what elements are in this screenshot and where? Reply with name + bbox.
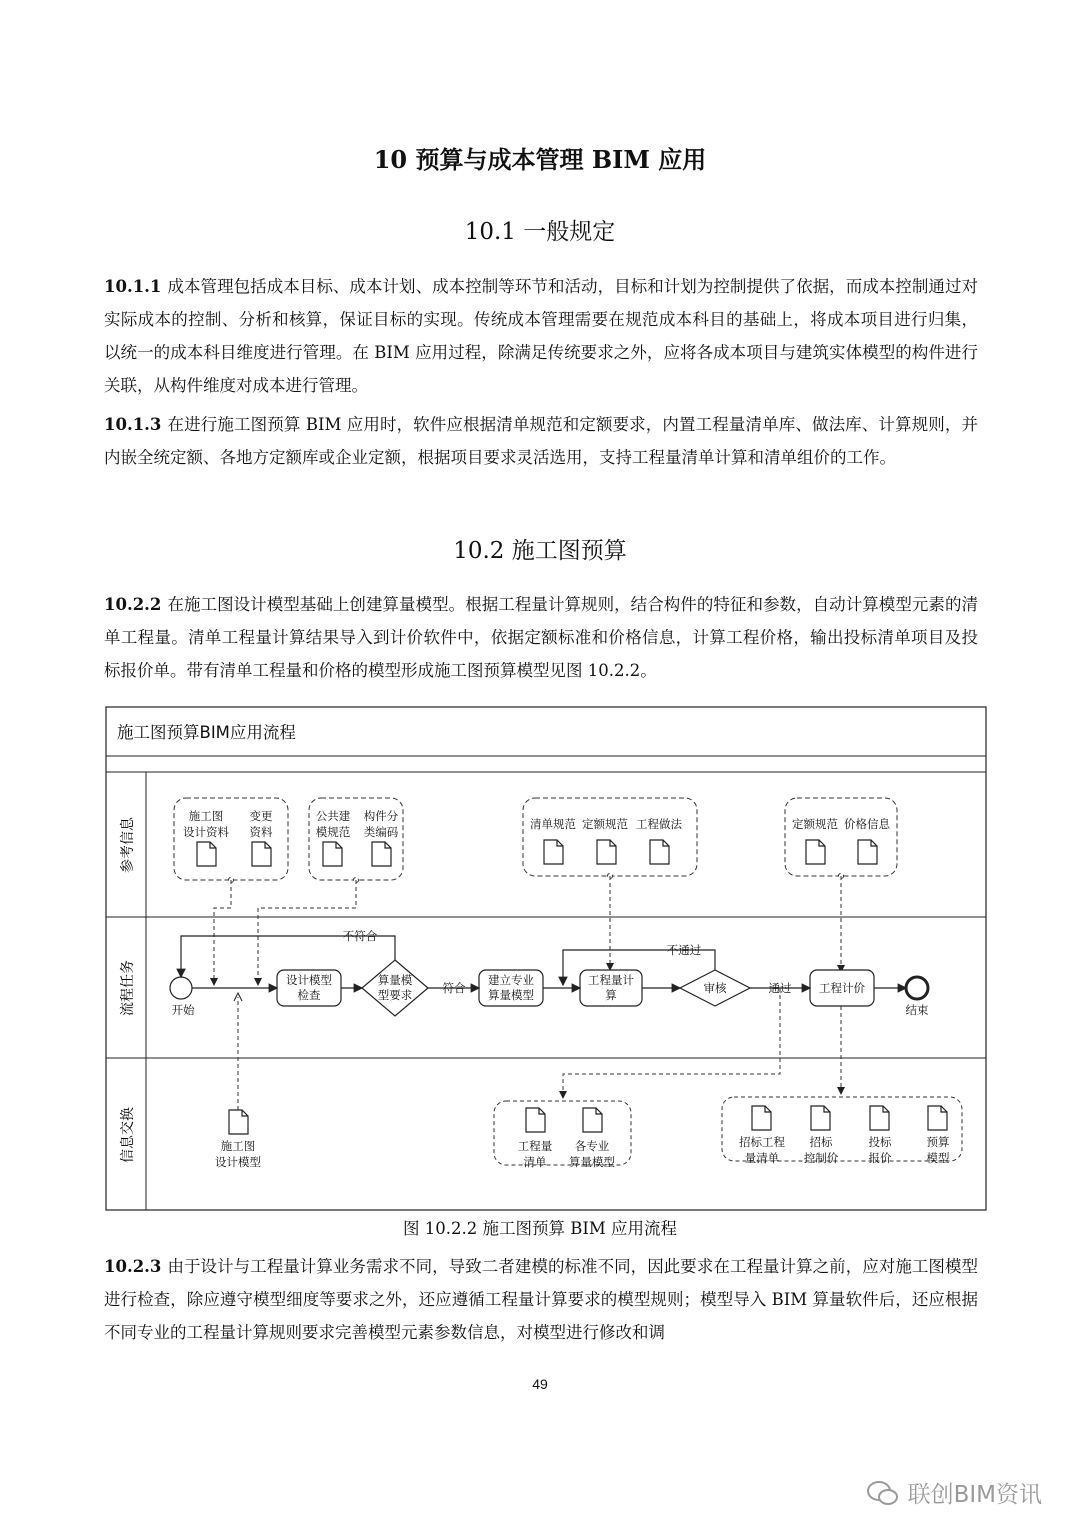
exchange-label: 施工图 bbox=[220, 1139, 256, 1153]
start-label: 开始 bbox=[171, 1003, 195, 1017]
exchange-label: 投标 bbox=[868, 1135, 892, 1149]
end-label: 结束 bbox=[905, 1003, 929, 1017]
ref-label: 变更 bbox=[249, 809, 273, 823]
gateway-label: 算量模 bbox=[377, 973, 413, 987]
clause-text: 在施工图设计模型基础上创建算量模型。根据工程量计算规则，结合构件的特征和参数，自动计算模型元素的清单工程量。清单工程量计算结果导入到计价软件中，依据定额标准和价格信息，计算工程价格，输出投标清单项目及投标报价单。带有清单工程量和价格的模型形成施工图预算模型见图 10.2.2。 bbox=[104, 595, 978, 680]
wechat-icon bbox=[866, 1479, 900, 1507]
diagram-title: 施工图预算BIM应用流程 bbox=[117, 723, 296, 742]
exchange-label: 各专业 bbox=[574, 1139, 610, 1153]
section-title-10-1: 10.1 一般规定 bbox=[464, 219, 616, 245]
ref-group-pricing bbox=[785, 798, 897, 876]
task-label: 工程计价 bbox=[819, 981, 865, 995]
ref-label: 类编码 bbox=[363, 825, 399, 839]
exchange-label: 模型 bbox=[926, 1151, 950, 1165]
figure-caption: 图 10.2.2 施工图预算 BIM 应用流程 bbox=[403, 1219, 677, 1238]
task-label: 工程量计 bbox=[588, 973, 634, 987]
flow-label-pass: 通过 bbox=[768, 981, 792, 995]
start-event bbox=[170, 977, 192, 999]
flow-label-conform: 符合 bbox=[442, 981, 466, 995]
clause-text: 由于设计与工程量计算业务需求不同，导致二者建模的标准不同，因此要求在工程量计算之前，应对施工图模型进行检查，除应遵守模型细度等要求之外，还应遵循工程量计算要求的模型规则；模型导入 BIM 算量软件后，还应根据不同专业的工程量计算规则要求完善模型元素参数信息，对模型进行修改和调 bbox=[104, 1257, 978, 1342]
task-label: 检查 bbox=[297, 988, 321, 1002]
exchange-label: 招标 bbox=[809, 1135, 833, 1149]
clause-number: 10.2.3 bbox=[104, 1257, 162, 1276]
flow-label-not-conform: 不符合 bbox=[342, 929, 378, 943]
ref-label: 资料 bbox=[249, 825, 273, 839]
flow-label-not-pass: 不通过 bbox=[666, 943, 702, 957]
lane-process-tasks: 流程任务 bbox=[120, 960, 136, 1016]
exchange-label: 量清单 bbox=[744, 1151, 780, 1165]
exchange-label: 清单 bbox=[523, 1155, 547, 1169]
task-label: 设计模型 bbox=[286, 973, 332, 987]
ref-label: 清单规范 bbox=[530, 817, 576, 831]
task-label: 算量模型 bbox=[488, 988, 534, 1002]
ref-label: 定额规范 bbox=[582, 817, 628, 831]
paragraph-10-2-3 bbox=[104, 1250, 978, 1349]
ref-label: 构件分 bbox=[363, 809, 399, 823]
page-number: 49 bbox=[532, 1376, 548, 1392]
ref-label: 工程做法 bbox=[636, 817, 682, 831]
exchange-label: 设计模型 bbox=[215, 1155, 261, 1169]
clause-number: 10.1.1 bbox=[104, 277, 162, 296]
clause-number: 10.2.2 bbox=[104, 595, 162, 614]
ref-label: 设计资料 bbox=[183, 825, 229, 839]
clause-text: 成本管理包括成本目标、成本计划、成本控制等环节和活动，目标和计划为控制提供了依据，而成本控制通过对实际成本的控制、分析和核算，保证目标的实现。传统成本管理需要在规范成本科目的基础上，将成本项目进行归集，以统一的成本科目维度进行管理。在 BIM 应用过程，除满足传统要求之外，应将各成本项目与建筑实体模型的构件进行关联，从构件维度对成本进行管理。 bbox=[104, 277, 978, 395]
clause-number: 10.1.3 bbox=[104, 415, 162, 434]
gateway-label: 审核 bbox=[703, 981, 727, 995]
task-label: 建立专业 bbox=[488, 973, 534, 987]
ref-label: 施工图 bbox=[188, 809, 224, 823]
exchange-label: 控制价 bbox=[803, 1151, 839, 1165]
chapter-title: 10 预算与成本管理 BIM 应用 bbox=[373, 145, 707, 174]
lane-reference-info: 参考信息 bbox=[120, 817, 136, 873]
exchange-label: 招标工程 bbox=[739, 1135, 785, 1149]
section-title-10-2: 10.2 施工图预算 bbox=[453, 538, 627, 564]
watermark-text: 联创BIM资讯 bbox=[907, 1482, 1042, 1508]
exchange-label: 工程量 bbox=[517, 1139, 553, 1153]
watermark bbox=[866, 1476, 1042, 1509]
clause-text: 在进行施工图预算 BIM 应用时，软件应根据清单规范和定额要求，内置工程量清单库、做法库、计算规则，并内嵌全统定额、各地方定额库或企业定额，根据项目要求灵活选用，支持工程量清单计算和清单组价的工作。 bbox=[104, 415, 978, 467]
exchange-label: 算量模型 bbox=[569, 1155, 615, 1169]
gateway-label: 型要求 bbox=[377, 988, 413, 1002]
ref-label: 价格信息 bbox=[844, 817, 890, 831]
task-label: 算 bbox=[605, 988, 617, 1002]
end-event bbox=[906, 977, 928, 999]
ref-label: 定额规范 bbox=[792, 817, 838, 831]
document-icon bbox=[229, 1106, 947, 1134]
exchange-label: 预算 bbox=[926, 1135, 950, 1149]
ref-label: 模规范 bbox=[315, 825, 351, 839]
ref-label: 公共建 bbox=[315, 809, 351, 823]
lane-info-exchange: 信息交换 bbox=[120, 1107, 136, 1163]
exchange-label: 报价 bbox=[868, 1151, 892, 1165]
document-icon bbox=[197, 840, 877, 866]
